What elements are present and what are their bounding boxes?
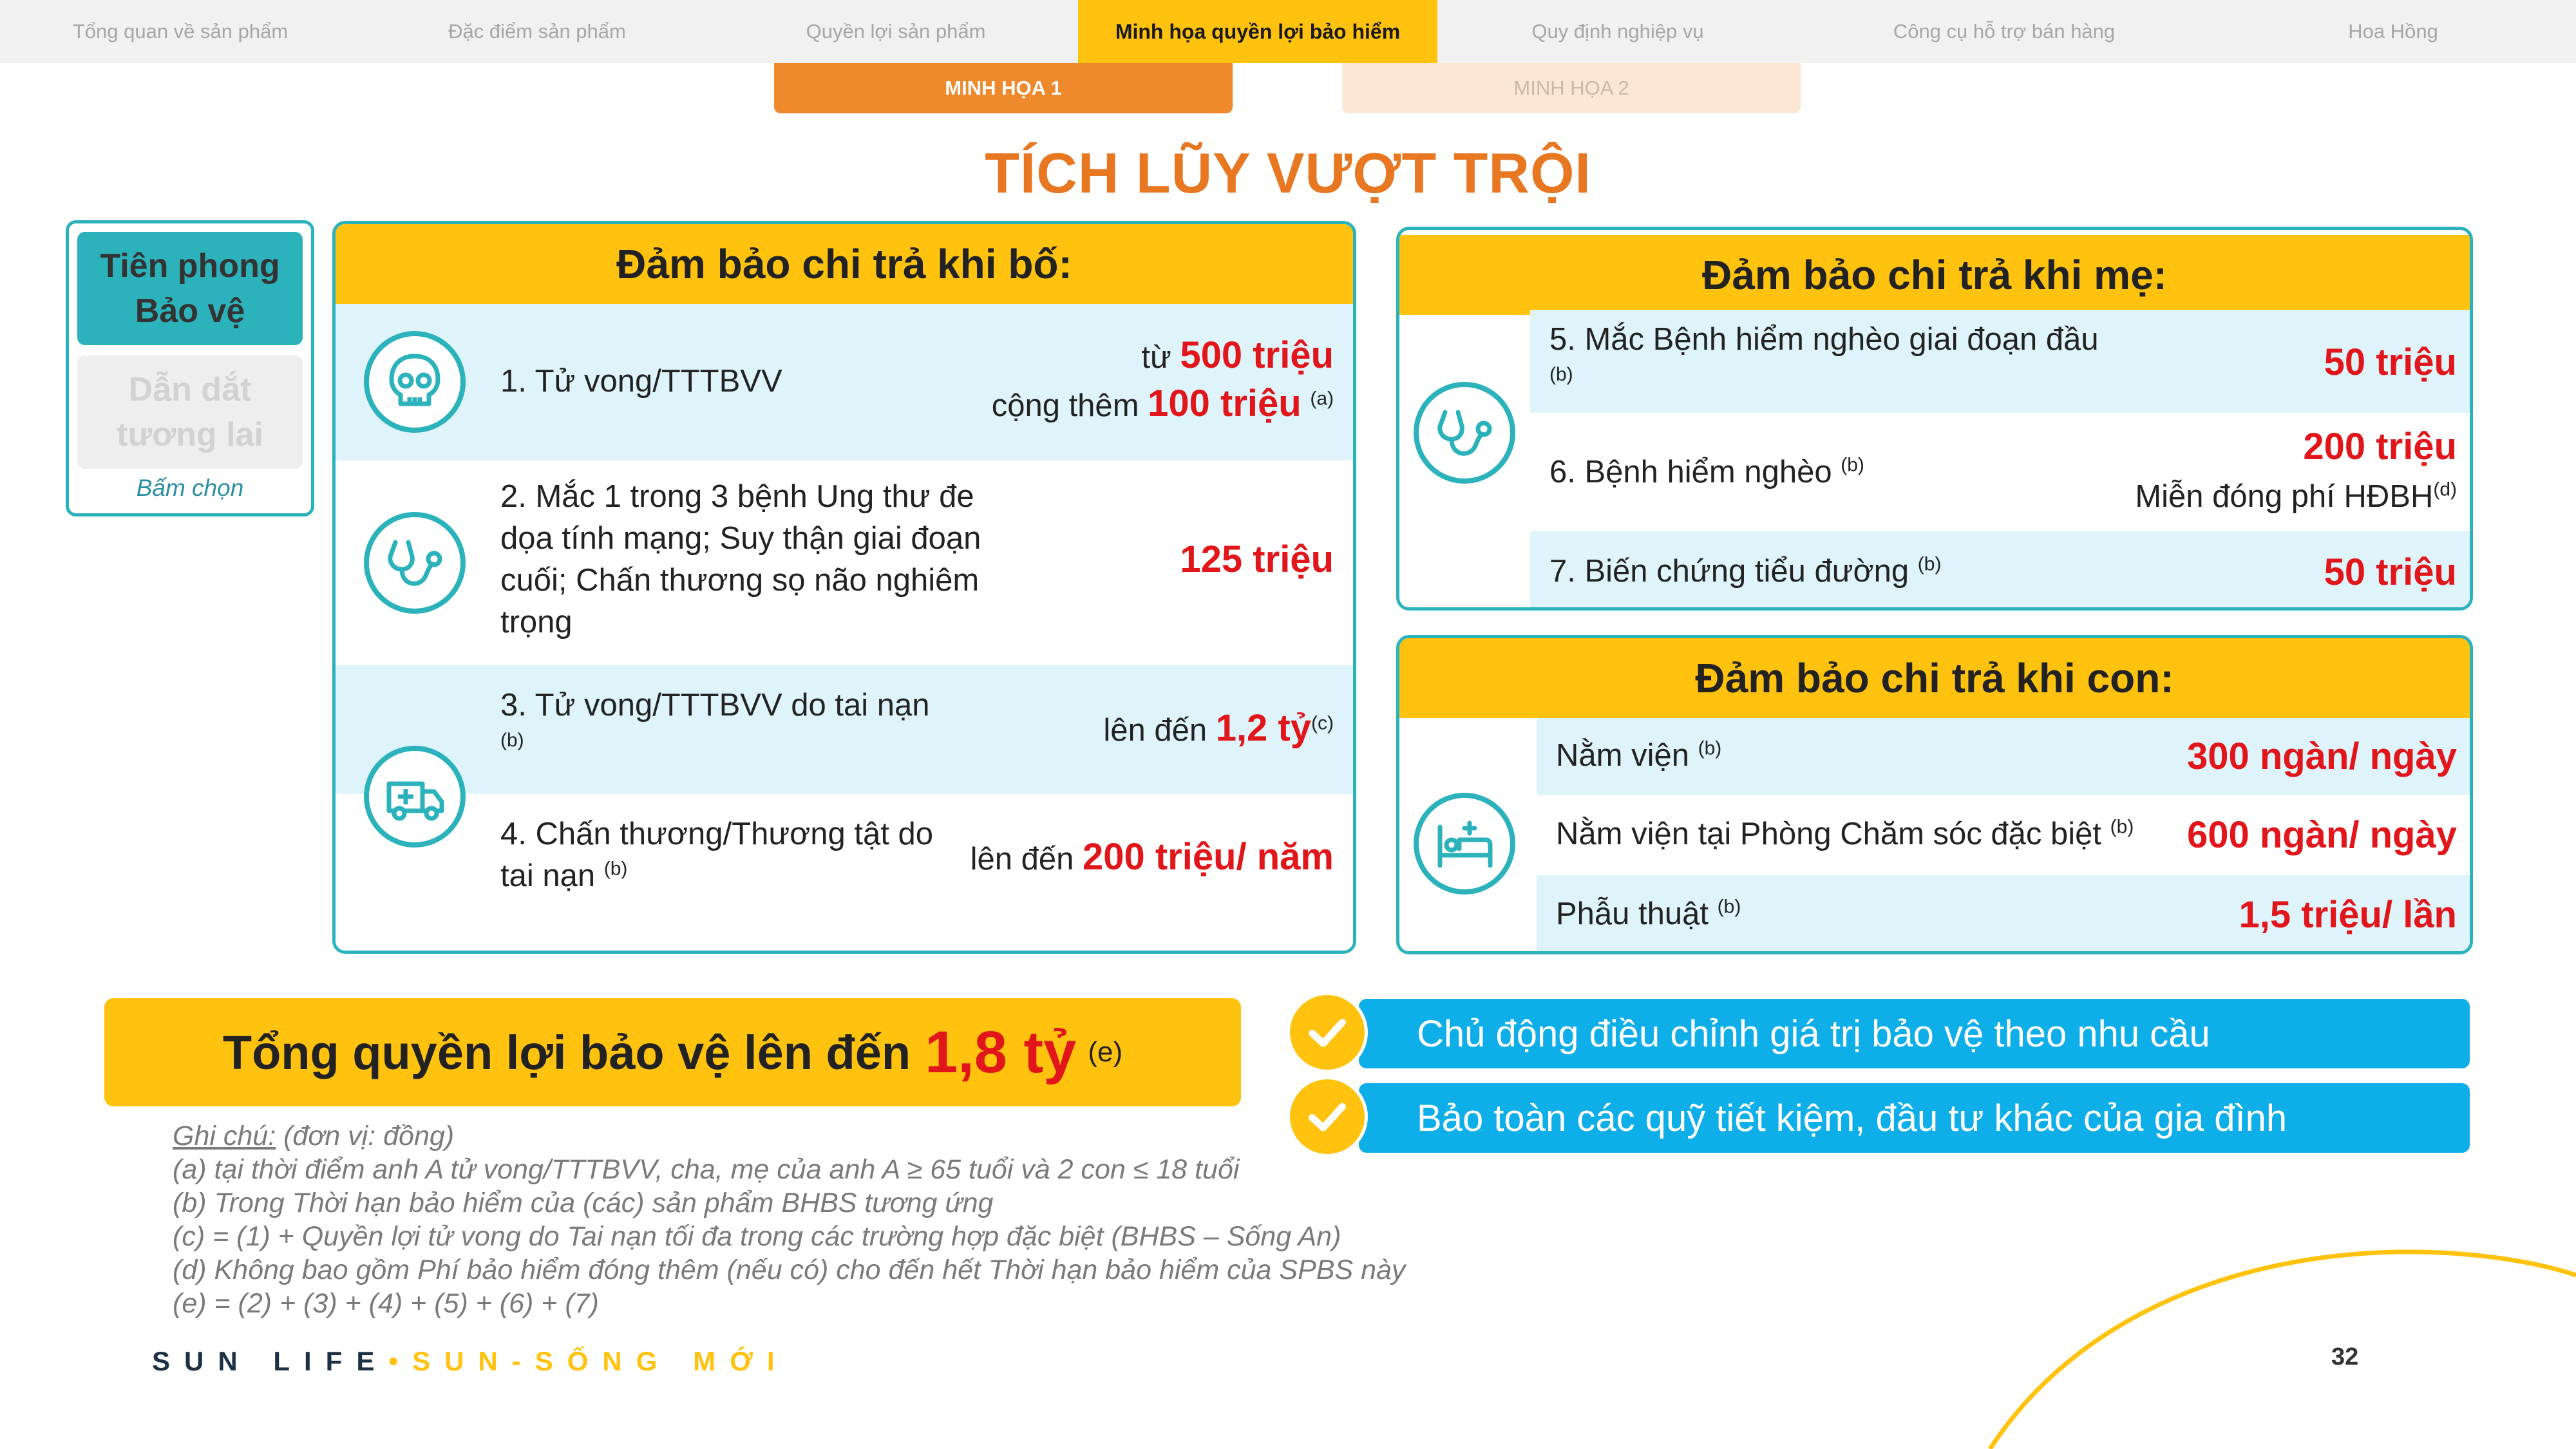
mother-card-header: Đảm bảo chi trả khi mẹ: bbox=[1399, 235, 2470, 315]
subtab-illustration-2[interactable]: MINH HỌA 2 bbox=[1342, 63, 1801, 113]
total-label: Tổng quyền lợi bảo vệ lên đến bbox=[222, 1025, 911, 1079]
total-benefit-banner: Tổng quyền lợi bảo vệ lên đến 1,8 tỷ (e) bbox=[104, 998, 1241, 1106]
mother-row-6 bbox=[1530, 413, 2473, 531]
benefit-adjust-protection: Chủ động điều chỉnh giá trị bảo vệ theo nhu cầu bbox=[1359, 999, 2470, 1068]
father-row-1-amount: từ 500 triệu cộng thêm 100 triệu $^{(a)}$ bbox=[991, 334, 1334, 424]
option-dan-dat-tuong-lai[interactable]: Dẫn dắt tương lai bbox=[77, 355, 303, 469]
total-amount: 1,8 tỷ bbox=[925, 1019, 1077, 1085]
skull-icon bbox=[364, 331, 466, 433]
note-c: (c) = (1) + Quyền lợi tử vong do Tai nạn tối đa trong các trường hợp đặc biệt (BHBS – Sống An) bbox=[173, 1221, 1341, 1252]
child-row-hospital-label: Nằm viện $^{(b)}$ bbox=[1556, 737, 1722, 773]
mother-benefits-card bbox=[1396, 227, 2473, 611]
benefit-preserve-savings: Bảo toàn các quỹ tiết kiệm, đầu tư khác của gia đình bbox=[1359, 1083, 2470, 1153]
option-tien-phong-bao-ve[interactable]: Tiên phong Bảo vệ bbox=[77, 232, 303, 345]
child-benefits-card bbox=[1396, 635, 2473, 954]
father-row-1 bbox=[336, 304, 1353, 460]
child-row-icu-label: Nằm viện tại Phòng Chăm sóc đặc biệt $^{(b)}$ bbox=[1556, 816, 2134, 851]
selector-hint: Bấm chọn bbox=[136, 475, 244, 501]
page-title: TÍCH LŨY VƯỢT TRỘI bbox=[985, 141, 1591, 205]
father-benefits-card bbox=[332, 221, 1356, 954]
child-row-icu bbox=[1537, 795, 2473, 875]
child-row-surgery-label: Phẫu thuật $^{(b)}$ bbox=[1556, 896, 1741, 931]
mother-row-6-amount: 200 triệu Miễn đóng phí HĐBH$^{(d)}$ bbox=[2135, 426, 2457, 514]
mother-row-5-amount: 50 triệu bbox=[2324, 341, 2457, 383]
child-row-hospital-amount: 300 ngàn/ ngày bbox=[2186, 735, 2457, 777]
father-row-2-amount: 125 triệu bbox=[1180, 538, 1334, 580]
father-row-1-label: 1. Tử vong/TTTBVV bbox=[500, 364, 782, 399]
mother-row-5-note: (b) bbox=[1549, 364, 1573, 385]
child-row-hospital bbox=[1537, 718, 2473, 795]
ambulance-icon bbox=[364, 746, 466, 848]
mother-row-7-amount: 50 triệu bbox=[2324, 551, 2457, 593]
father-row-3-note: (b) bbox=[500, 730, 524, 751]
father-row-3 bbox=[336, 665, 1353, 794]
child-row-icu-amount: 600 ngàn/ ngày bbox=[2186, 814, 2457, 856]
top-navigation bbox=[0, 0, 2576, 63]
note-b: (b) Trong Thời hạn bảo hiểm của (các) sản phẩm BHBS tương ứng bbox=[173, 1188, 994, 1218]
father-row-3-label: 3. Tử vong/TTTBVV do tai nạn bbox=[500, 688, 930, 723]
father-row-4 bbox=[336, 794, 1353, 954]
child-row-surgery bbox=[1537, 875, 2473, 954]
nav-tab-commission[interactable]: Hoa Hồng bbox=[2348, 20, 2438, 43]
check-icon bbox=[1287, 992, 1368, 1073]
decorative-curve bbox=[1932, 1243, 2576, 1449]
brand-logo: SUN LIFE•SUN-SỐNG MỚI bbox=[152, 1346, 789, 1376]
father-row-2-label: 2. Mắc 1 trong 3 bệnh Ung thư đe dọa tính mạng; Suy thận giai đoạn cuối; Chấn thương sọ não nghiêm trọng bbox=[500, 479, 981, 639]
mother-row-7 bbox=[1530, 531, 2473, 611]
nav-tab-overview[interactable]: Tổng quan về sản phẩm bbox=[72, 20, 289, 43]
option-selector bbox=[66, 220, 314, 516]
note-d: (d) Không bao gồm Phí bảo hiểm đóng thêm (nếu có) cho đến hết Thời hạn bảo hiểm của SPBS này bbox=[173, 1255, 1406, 1285]
mother-row-5 bbox=[1530, 310, 2473, 413]
nav-tab-regulations[interactable]: Quy định nghiệp vụ bbox=[1531, 20, 1704, 43]
footnotes bbox=[173, 1119, 1405, 1320]
nav-tab-illustration[interactable]: Minh họa quyền lợi bảo hiểm bbox=[1078, 0, 1437, 63]
nav-tab-sales-tools[interactable]: Công cụ hỗ trợ bán hàng bbox=[1893, 20, 2116, 43]
hospital-bed-icon bbox=[1414, 793, 1515, 895]
stethoscope-icon bbox=[1414, 382, 1515, 484]
nav-tab-features[interactable]: Đặc điểm sản phẩm bbox=[448, 20, 626, 43]
page-number: 32 bbox=[2331, 1343, 2359, 1370]
father-row-2 bbox=[336, 460, 1353, 665]
child-row-surgery-amount: 1,5 triệu/ lần bbox=[2239, 894, 2457, 936]
father-row-4-amount: lên đến 200 triệu/ năm bbox=[970, 836, 1334, 878]
note-a: (a) tại thời điểm anh A tử vong/TTTBVV, cha, mẹ của anh A ≥ 65 tuổi và 2 con ≤ 18 tuổi bbox=[173, 1154, 1240, 1185]
nav-tab-benefits[interactable]: Quyền lợi sản phẩm bbox=[806, 20, 986, 43]
mother-row-5-label: 5. Mắc Bệnh hiểm nghèo giai đoạn đầu bbox=[1549, 322, 2099, 357]
father-card-header: Đảm bảo chi trả khi bố: bbox=[336, 224, 1353, 304]
child-card-header: Đảm bảo chi trả khi con: bbox=[1399, 638, 2470, 718]
father-row-3-amount: lên đến 1,2 tỷ$^{(c)}$ bbox=[1103, 707, 1334, 749]
note-e: (e) = (2) + (3) + (4) + (5) + (6) + (7) bbox=[173, 1288, 599, 1319]
mother-row-6-label: 6. Bệnh hiểm nghèo $^{(b)}$ bbox=[1549, 454, 1864, 489]
mother-row-7-label: 7. Biến chứng tiểu đường $^{(b)}$ bbox=[1549, 553, 1942, 589]
notes-heading: Ghi chú: (đơn vị: đồng) bbox=[173, 1121, 455, 1151]
subtab-illustration-1[interactable]: MINH HỌA 1 bbox=[774, 63, 1233, 113]
stethoscope-icon bbox=[364, 512, 466, 614]
father-row-4-label: 4. Chấn thương/Thương tật do tai nạn $^{(b)}$ bbox=[500, 817, 933, 893]
